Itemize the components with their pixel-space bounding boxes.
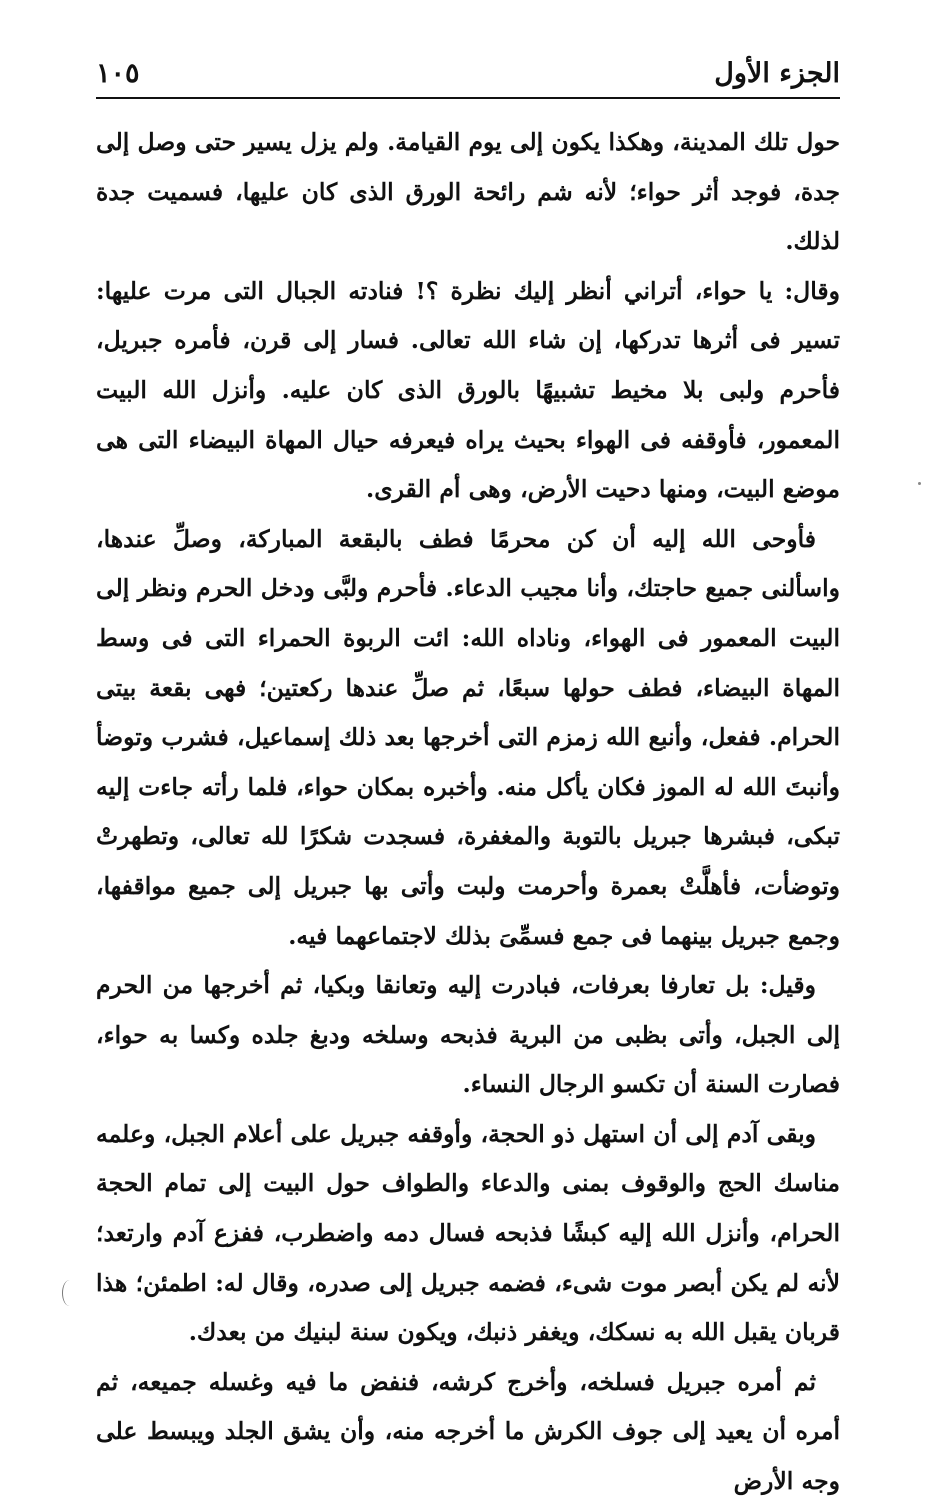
- paragraph: فأوحى الله إليه أن كن محرمًا فطف بالبقعة المباركة، وصلِّ عندها، واسألنى جميع حاجتك، وأنا مجيب الدعاء. فأحرم ولبَّى ودخل الحرم ونظر إلى البيت المعمور فى الهواء، وناداه الله: ائت الربوة الحمراء التى فى وسط المهاة البيضاء، فطف حولها سبعًا، ثم صلِّ عندها ركعتين؛ فهى بقعة بيتى الحرام. ففعل، وأنبع الله زمزم التى أخرجها بعد ذلك إسماعيل، فشرب وتوضأ وأنبتَ الله له الموز فكان يأكل منه. وأخبره بمكان حواء، فلما رأته جاءت إليه تبكى، فبشرها جبريل بالتوبة والمغفرة، فسجدت شكرًا لله تعالى، وتطهرتْ وتوضأت، فأهلَّتْ بعمرة وأحرمت ولبت وأتى بها جبريل إلى جميع مواقفها، وجمع جبريل بينهما فى جمع فسمِّىَ بذلك لاجتماعهما فيه.: [96, 524, 840, 950]
- scan-speck: [918, 482, 921, 485]
- header-rule: [96, 97, 840, 99]
- paragraph: وبقى آدم إلى أن استهل ذو الحجة، وأوقفه جبريل على أعلام الجبل، وعلمه مناسك الحج والوقوف بمنى والدعاء والطواف حول البيت إلى تمام الحجة الحرام، وأنزل الله إليه كبشًا فذبحه فسال دمه واضطرب، ففزع آدم وارتعد؛ لأنه لم يكن أبصر موت شىء، فضمه جبريل إلى صدره، وقال له: اطمئن؛ هذا قربان يقبل الله به نسكك، ويغفر ذنبك، ويكون سنة لبنيك من بعدك.: [96, 1119, 840, 1347]
- page-number: ١٠٥: [96, 58, 140, 89]
- running-header: [96, 56, 840, 96]
- paragraph: وقيل: بل تعارفا بعرفات، فبادرت إليه وتعانقا وبكيا، ثم أخرجها من الحرم إلى الجبل، وأتى بظبى من البرية فذبحه وسلخه ودبغ جلده وكسا به حواء، فصارت السنة أن تكسو الرجال النساء.: [96, 971, 840, 1099]
- paragraph: حول تلك المدينة، وهكذا يكون إلى يوم القيامة. ولم يزل يسير حتى وصل إلى جدة، فوجد أثر حواء؛ لأنه شم رائحة الورق الذى كان عليها، فسميت جدة لذلك.: [96, 128, 840, 256]
- body-text: [96, 118, 840, 1507]
- scan-margin-mark: [62, 1280, 77, 1306]
- chapter-title: الجزء الأول: [714, 58, 840, 89]
- paragraph: وقال: يا حواء، أتراني أنظر إليك نظرة ؟! فنادته الجبال التى مرت عليها: تسير فى أثرها تدركها، إن شاء الله تعالى. فسار إلى قرن، فأمره جبريل، فأحرم ولبى بلا مخيط تشبيهًا بالورق الذى كان عليه. وأنزل الله البيت المعمور، فأوقفه فى الهواء بحيث يراه فيعرفه حيال المهاة البيضاء التى هى موضع البيت، ومنها دحيت الأرض، وهى أم القرى.: [96, 276, 840, 504]
- paragraph: ثم أمره جبريل فسلخه، وأخرج كرشه، فنفض ما فيه وغسله جميعه، ثم أمره أن يعيد إلى جوف الكرش ما أخرجه منه، وأن يشق الجلد ويبسط على وجه الأرض: [96, 1367, 840, 1496]
